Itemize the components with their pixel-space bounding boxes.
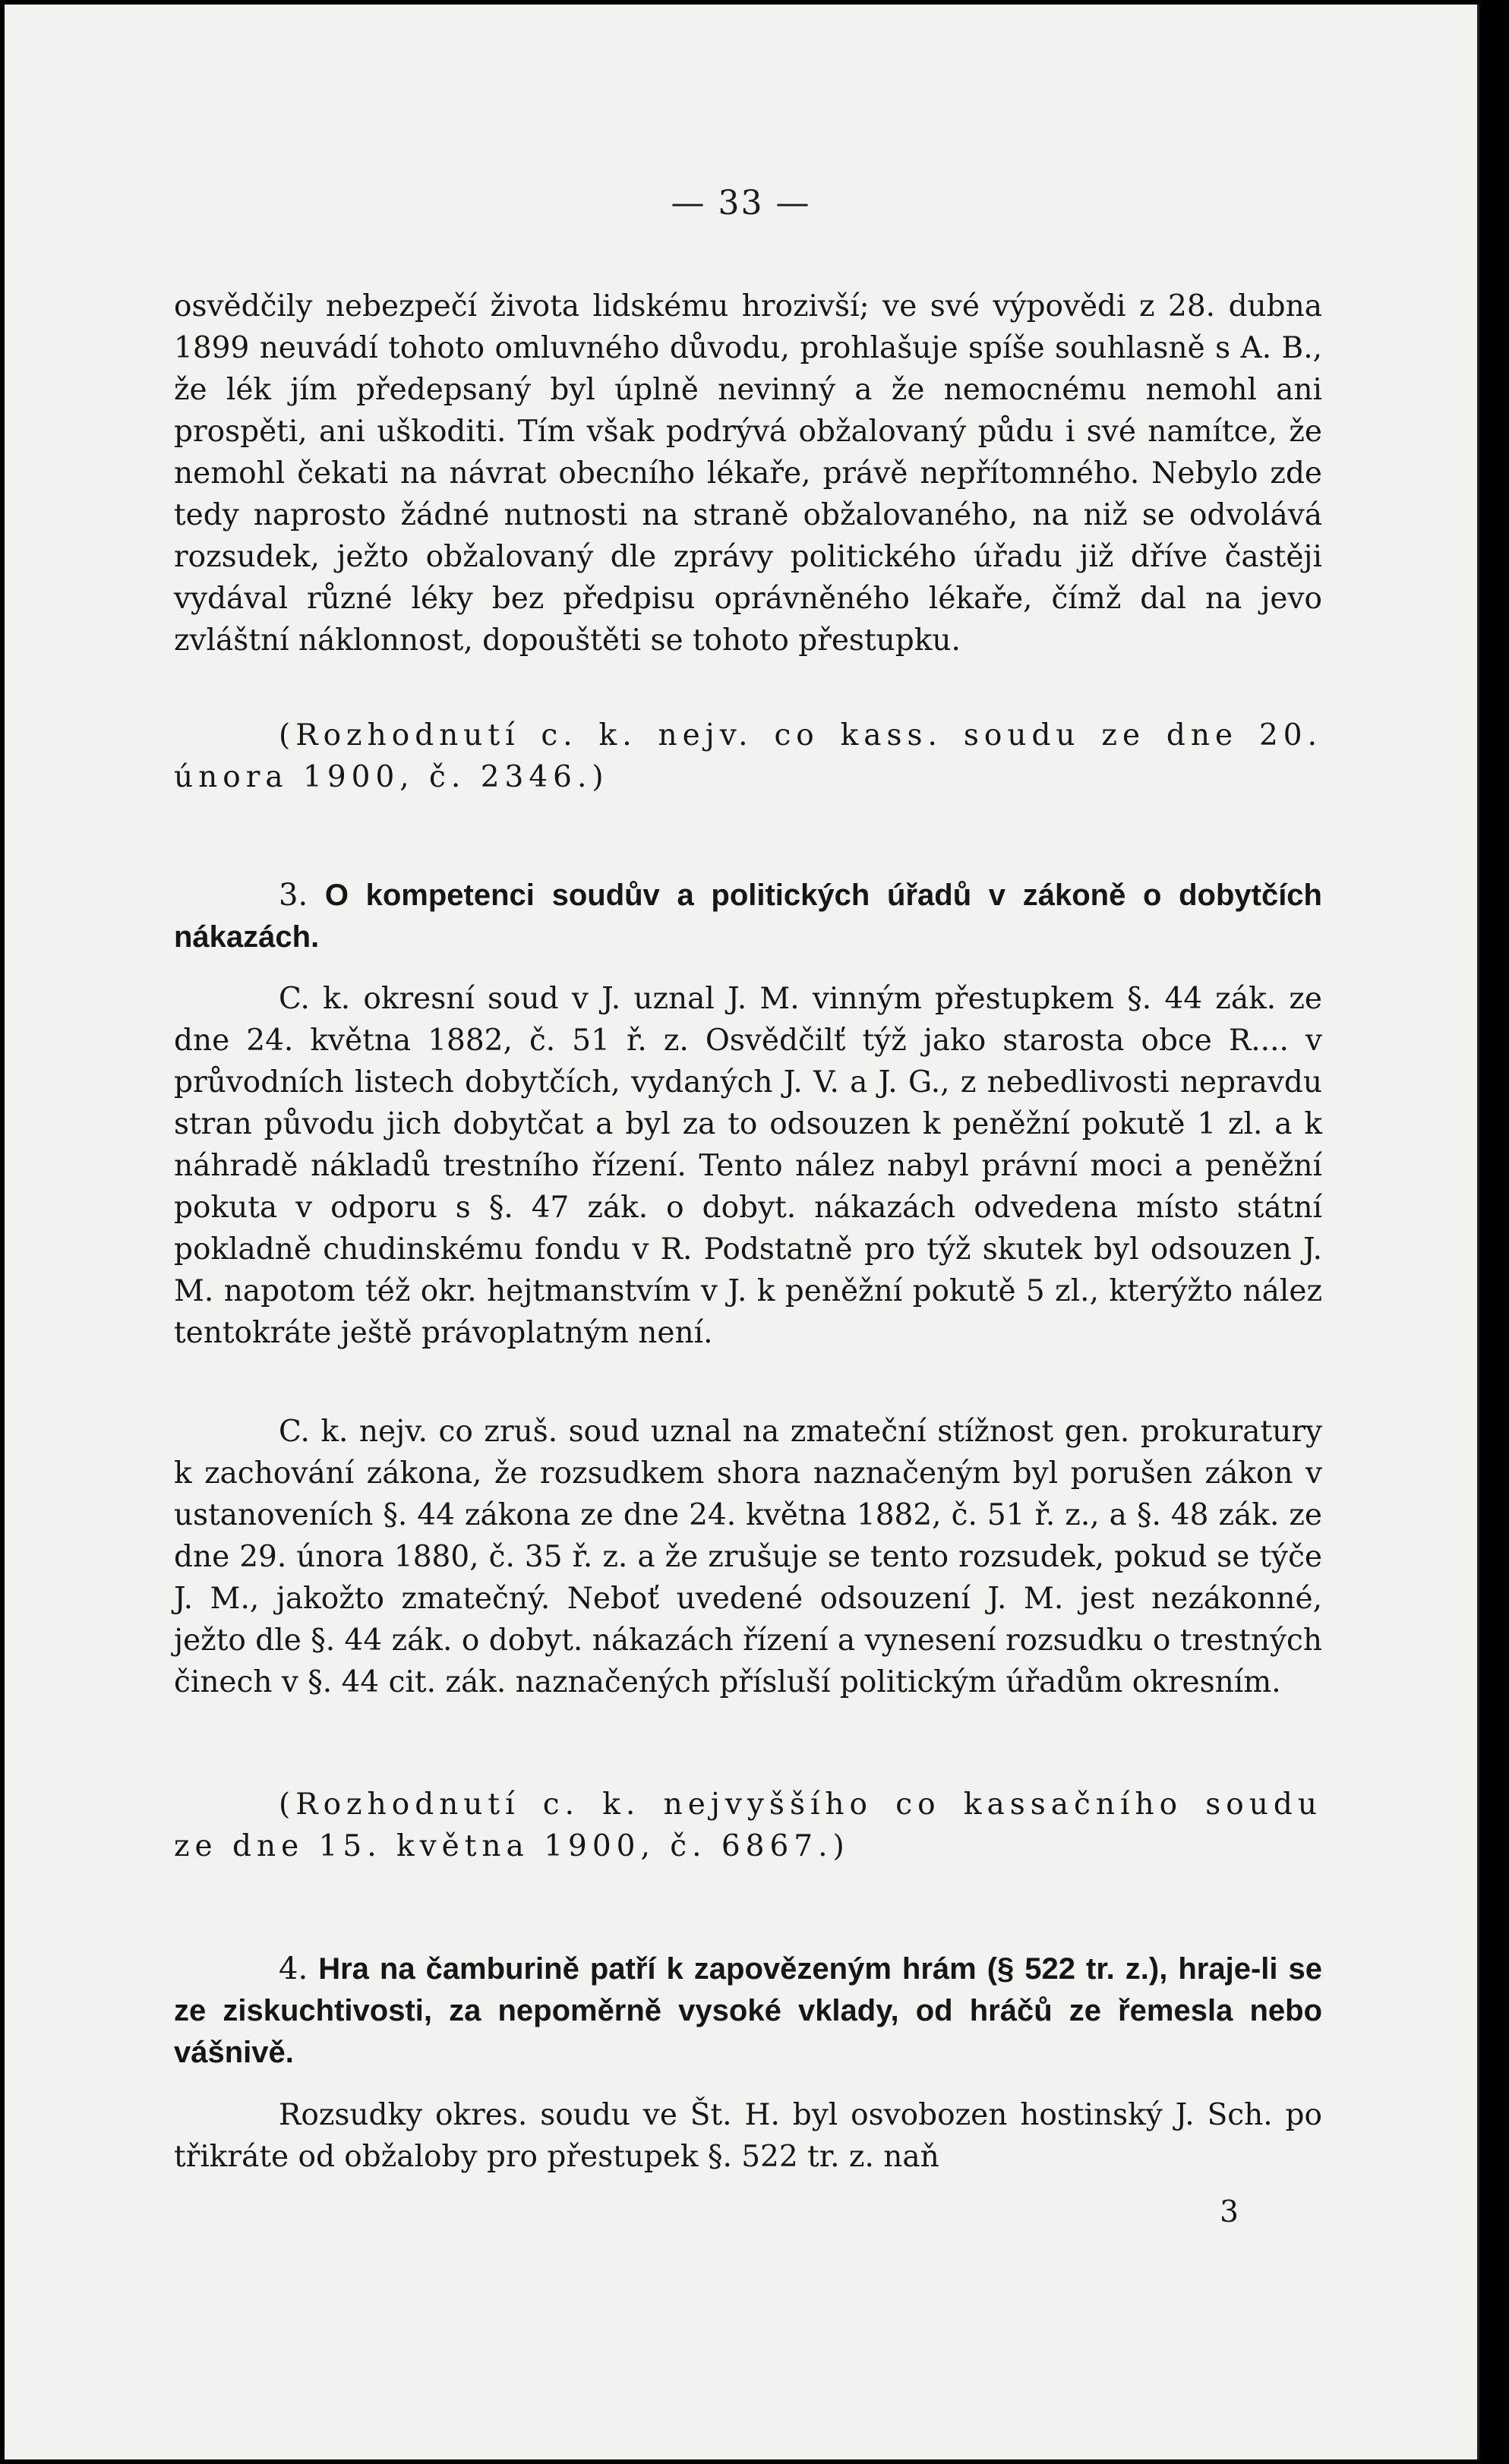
paragraph-3-block [174,1411,1322,1703]
paragraph-2-block [174,978,1322,1354]
paragraph-2: C. k. okresní soud v J. uznal J. M. vinným přestupkem §. 44 zák. ze dne 24. května 1882, č. 51 ř. z. Osvědčilť týž jako starosta obce R.... v průvodních listech dobytčích, vydaných J. V. a J. G., z nebedlivosti nepravdu stran původu jich dobytčat a byl za to odsouzen k peněžní pokutě 1 zl. a k náhradě nákladů trestního řízení. Tento nález nabyl právní moci a peněžní pokuta v odporu s §. 47 zák. o dobyt. nákazách odvedena místo státní pokladně chudinskému fondu v R. Podstatně pro týž skutek byl odsouzen J. M. napotom též okr. hejtmanstvím v J. k peněžní pokutě 5 zl., kterýžto nález tentokráte ještě právoplatným není. [174,982,1322,1350]
paragraph-1-block [174,286,1322,661]
section-4-heading [174,1948,1322,2074]
section-3-number: 3. [279,878,308,913]
paragraph-3: C. k. nejv. co zruš. soud uznal na zmateční stížnost gen. prokuratury k zachování zákona, že rozsudkem shora naznačeným byl porušen zákon v ustanoveních §. 44 zákona ze dne 24. května 1882, č. 51 ř. z., a §. 48 zák. ze dne 29. února 1880, č. 35 ř. z. a že zrušuje se tento rozsudek, pokud se týče J. M., jakožto zmatečný. Neboť uvedené odsouzení J. M. jest nezákonné, ježto dle §. 44 zák. o dobyt. nákazách řízení a vynesení rozsudku o trestných činech v §. 44 cit. zák. naznačených přísluší politickým úřadům okresním. [174,1415,1322,1699]
section-4-title: Hra na čamburině patří k zapovězeným hrám (§ 522 tr. z.), hraje-li se ze ziskuchtivosti, za nepoměrně vysoké vklady, od hráčů ze řemesla nebo vášnivě. [174,1952,1322,2069]
citation-2: (Rozhodnutí c. k. nejvyššího co kassačního soudu ze dne 15. května 1900, č. 6867.) [174,1787,1322,1863]
section-3-title: O kompetenci soudův a politických úřadů v zákoně o dobytčích nákazách. [174,879,1322,954]
paragraph-1: osvědčily nebezpečí života lidskému hrozivší; ve své výpovědi z 28. dubna 1899 neuvádí tohoto omluvného důvodu, prohlašuje spíše souhlasně s A. B., že lék jím předepsaný byl úplně nevinný a že nemocnému nemohl ani prospěti, ani uškoditi. Tím však podrývá obžalovaný půdu i své namítce, že nemohl čekati na návrat obecního lékaře, právě nepřítomného. Nebylo zde tedy naprosto žádné nutnosti na straně obžalovaného, na niž se odvolává rozsudek, ježto obžalovaný dle zprávy politického úřadu již dříve častěji vydával různé léky bez předpisu oprávněného lékaře, čímž dal na jevo zvláštní náklonnost, dopouštěti se tohoto přestupku. [174,289,1322,658]
paragraph-4-block [174,2094,1322,2178]
page-number: — 33 — [671,184,811,222]
signature-mark: 3 [1220,2195,1239,2229]
paragraph-4: Rozsudky okres. soudu ve Št. H. byl osvobozen hostinský J. Sch. po třikráte od obžaloby pro přestupek §. 522 tr. z. naň [174,2098,1322,2174]
citation-1-block [174,715,1322,798]
document-page [5,5,1479,2459]
section-3-title-line [174,875,1322,958]
signature-block [174,2191,1322,2233]
section-3-heading [174,875,1322,958]
section-4-number: 4. [279,1951,308,1986]
section-4-title-line [174,1948,1322,2074]
citation-2-block [174,1784,1322,1867]
citation-1: (Rozhodnutí c. k. nejv. co kass. soudu ze dne 20. února 1900, č. 2346.) [174,718,1322,794]
